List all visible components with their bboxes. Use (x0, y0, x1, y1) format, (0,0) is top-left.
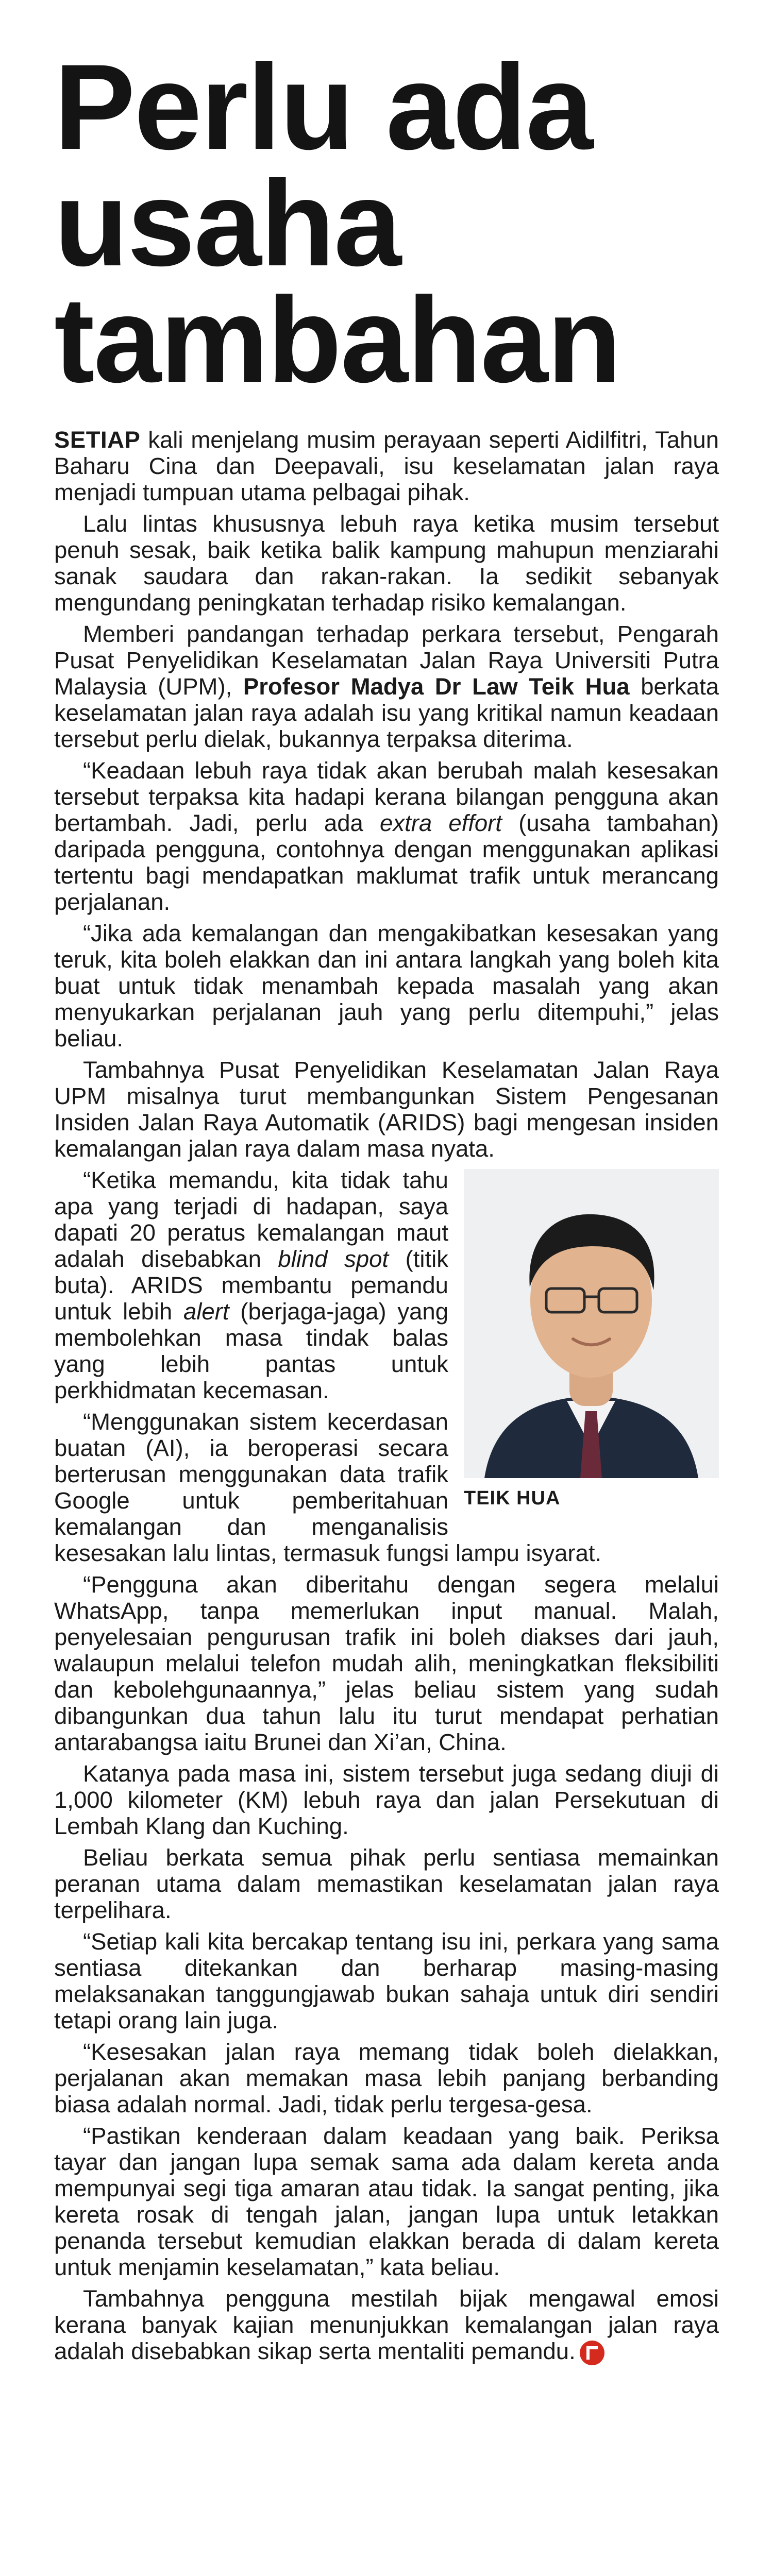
paragraph-8: “Menggunakan sistem kecerdasan buatan (AI), ia beroperasi secara berterusan menggunakan data trafik Google untuk pemberitahuan kemalangan dan menganalisis kesesakan lalu lintas, termasuk fungsi lampu isyarat. (54, 1409, 602, 1566)
headline-line-2: usaha (54, 156, 401, 292)
paragraph-10: Katanya pada masa ini, sistem tersebut juga sedang diuji di 1,000 kilometer (KM) lebuh raya dan jalan Persekutuan di Lembah Klang dan Kuching. (54, 1760, 719, 1839)
paragraph-15: Tambahnya pengguna mestilah bijak mengawal emosi kerana banyak kajian menunjukkan kemalangan jalan raya adalah disebabkan sikap serta mentaliti pemandu. (54, 2285, 719, 2364)
headline-line-3: tambahan (54, 272, 620, 408)
paragraph-5: “Jika ada kemalangan dan mengakibatkan kesesakan yang teruk, kita boleh elakkan dan ini antara langkah yang boleh kita buat untuk tidak menambah kepada masalah yang akan menyukarkan perjalanan jauh yang perlu ditempuhi,” jelas beliau. (54, 920, 719, 1052)
paragraph-14: “Pastikan kenderaan dalam keadaan yang baik. Periksa tayar dan jangan lupa semak sama ada dalam kereta anda mempunyai segi tiga amaran atau tidak. Ia sangat penting, jika kereta rosak di tengah jalan, jangan lupa untuk letakkan penanda tersebut kemudian elakkan berada di dalam kereta untuk menjamin keselamatan,” kata beliau. (54, 2123, 719, 2280)
paragraph-3: Memberi pandangan terhadap perkara tersebut, Pengarah Pusat Penyelidikan Keselamatan Jalan Raya Universiti Putra Malaysia (UPM), Profesor Madya Dr Law Teik Hua berkata keselamatan jalan raya adalah isu yang kritikal namun keadaan tersebut perlu dielak, bukannya terpaksa diterima. (54, 621, 719, 752)
paragraph-6: Tambahnya Pusat Penyelidikan Keselamatan Jalan Raya UPM misalnya turut membangunkan Sistem Pengesanan Insiden Jalan Raya Automatik (ARIDS) bagi mengesan insiden kemalangan jalan raya dalam masa nyata. (54, 1057, 719, 1162)
paragraph-11: Beliau berkata semua pihak perlu sentiasa memainkan peranan utama dalam memastikan keselamatan jalan raya terpelihara. (54, 1844, 719, 1923)
photo-caption: TEIK HUA (464, 1487, 561, 1509)
portrait-figure (464, 1169, 719, 1512)
article-headline (54, 0, 719, 408)
headline-line-1: Perlu ada (54, 39, 593, 175)
paragraph-9: “Pengguna akan diberitahu dengan segera melalui WhatsApp, tanpa memerlukan input manual. Malah, penyelesaian pengurusan trafik ini boleh diakses dari jauh, walaupun melalui telefon mudah alih, meningkatkan fleksibiliti dan kebolehgunaannya,” jelas beliau sistem yang sudah dibangunkan dua tahun lalu itu turut mendapat perhatian antarabangsa iaitu Brunei dan Xi’an, China. (54, 1571, 719, 1755)
publication-end-logo-icon (580, 2341, 604, 2365)
article-body (54, 427, 719, 2365)
expert-name: Profesor Madya Dr Law Teik Hua (243, 673, 630, 700)
paragraph-7: TEIK HUA “Ketika memandu, kita tidak tahu apa yang terjadi di hadapan, saya dapati 20 peratus kemalangan maut adalah disebabkan blind spot (titik buta). ARIDS membantu pemandu untuk lebih alert (berjaga-jaga) yang membolehkan masa tindak balas yang lebih pantas untuk perkhidmatan kecemasan. (54, 1167, 719, 1403)
lead-word: SETIAP (54, 427, 141, 453)
paragraph-2: Lalu lintas khususnya lebuh raya ketika musim tersebut penuh sesak, baik ketika balik kampung mahupun menziarahi sanak saudara dan rakan-rakan. Ia sedikit sebanyak mengundang peningkatan terhadap risiko kemalangan. (54, 511, 719, 616)
paragraph-12: “Setiap kali kita bercakap tentang isu ini, perkara yang sama sentiasa ditekankan dan berharap masing-masing melaksanakan tanggungjawab bukan sahaja untuk diri sendiri tetapi orang lain juga. (54, 1928, 719, 2033)
paragraph-4: “Keadaan lebuh raya tidak akan berubah malah kesesakan tersebut terpaksa kita hadapi kerana bilangan pengguna akan bertambah. Jadi, perlu ada extra effort (usaha tambahan) daripada pengguna, contohnya dengan menggunakan aplikasi tertentu bagi mendapatkan maklumat trafik untuk merancang perjalanan. (54, 757, 719, 915)
paragraph-13: “Kesesakan jalan raya memang tidak boleh dielakkan, perjalanan akan memakan masa lebih panjang berbanding biasa adalah normal. Jadi, tidak perlu tergesa-gesa. (54, 2039, 719, 2117)
portrait-photo (464, 1169, 719, 1478)
paragraph-1: SETIAP kali menjelang musim perayaan seperti Aidilfitri, Tahun Baharu Cina dan Deepavali, isu keselamatan jalan raya menjadi tumpuan utama pelbagai pihak. (54, 427, 719, 505)
